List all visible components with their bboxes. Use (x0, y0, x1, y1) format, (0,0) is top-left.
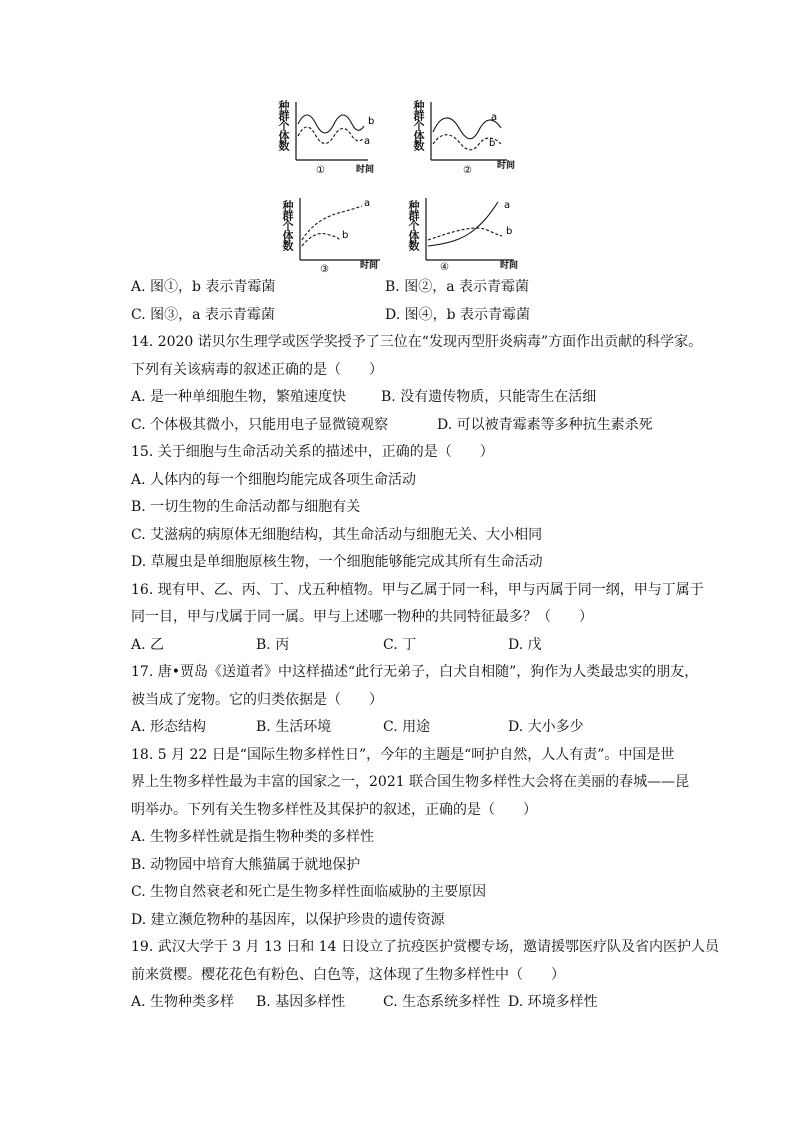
q15-stem: 15. 关于细胞与生命活动关系的描述中，正确的是（ ） (131, 444, 494, 460)
graph-4-y-label: 种群个体数 (407, 200, 420, 250)
q15-option-b: B. 一切生物的生命活动都与细胞有关 (131, 499, 361, 515)
graph-3-y-label: 种群个体数 (281, 200, 294, 250)
q15-option-d: D. 草履虫是单细胞原核生物，一个细胞能够能完成其所有生命活动 (131, 554, 543, 570)
q14-options-row-2 (131, 412, 731, 440)
graph-1-label-b: b (368, 116, 375, 127)
q19-option-a: A. 生物种类多样 (131, 994, 235, 1010)
q17-option-b: B. 生活环境 (256, 719, 332, 735)
graph-3 (276, 194, 416, 274)
q18-option-d: D. 建立濒危物种的基因库，以保护珍贵的遗传资源 (131, 911, 445, 928)
q16-option-c: C. 丁 (383, 636, 417, 653)
graph-4-label-a: a (504, 200, 511, 211)
graph-2-svg (407, 98, 547, 178)
q18-option-a: A. 生物多样性就是指生物种类的多样性 (131, 829, 375, 845)
q17-option-a: A. 形态结构 (131, 719, 207, 735)
q19-option-b: B. 基因多样性 (256, 994, 346, 1010)
q13-option-d: D. 图④，b 表示青霉菌 (385, 306, 531, 323)
q13-option-c: C. 图③，a 表示青霉菌 (131, 306, 275, 323)
q14-options-row-1 (131, 384, 731, 412)
graph-1-label-a: a (364, 136, 371, 147)
q18-stem-line-3: 明举办。下列有关生物多样性及其保护的叙述，正确的是（ ） (131, 801, 537, 818)
graph-4-number: ④ (440, 262, 449, 273)
q14-stem-line-1: 14. 2020 诺贝尔生理学或医学奖授予了三位在“发现丙型肝炎病毒”方面作出贡献的科学家。 (131, 334, 703, 350)
q19-option-c: C. 生态系统多样性 (383, 994, 501, 1010)
q14-option-a: A. 是一种单细胞生物，繁殖速度快 (131, 389, 347, 405)
q15-option-c: C. 艾滋病的病原体无细胞结构，其生命活动与细胞无关、大小相同 (131, 526, 543, 543)
graph-3-label-a: a (364, 198, 371, 209)
q17-option-c: C. 用途 (383, 719, 431, 735)
q19-options-row (131, 989, 731, 1017)
graph-3-x-label: 时间 (360, 261, 379, 271)
q16-stem-line-2: 同一目，甲与戊属于同一属。甲与上述哪一物种的共同特征最多？（ ） (131, 609, 593, 625)
q13-option-a: A. 图①，b 表示青霉菌 (131, 279, 276, 295)
graph-1-y-label: 种群个体数 (277, 100, 290, 150)
graph-4-curve-a (428, 202, 498, 246)
graph-2-number: ② (463, 165, 472, 176)
q13-options-row-2 (131, 302, 731, 330)
q14-option-d: D. 可以被青霉素等多种抗生素杀死 (437, 416, 653, 433)
q17-options-row (131, 714, 731, 742)
q17-stem-line-2: 被当成了宠物。它的归类依据是（ ） (131, 691, 383, 708)
graph-1-curve-b (298, 115, 364, 133)
q19-stem-line-2: 前来赏樱。樱花花色有粉色、白色等，这体现了生物多样性中（ ） (131, 966, 565, 983)
q17-option-d: D. 大小多少 (508, 719, 584, 735)
graph-4-label-b: b (506, 226, 513, 237)
q18-option-b: B. 动物园中培育大熊猫属于就地保护 (131, 856, 361, 873)
graph-4 (402, 194, 542, 274)
graph-4-curve-b (428, 228, 502, 240)
graph-2-x-label: 时间 (497, 161, 516, 171)
q13-options-row-1 (131, 274, 731, 302)
graph-3-curve-b (302, 234, 340, 247)
q14-option-c: C. 个体极其微小，只能用电子显微镜观察 (131, 416, 389, 433)
q14-stem-line-2: 下列有关该病毒的叙述正确的是（ ） (131, 361, 383, 378)
q16-option-a: A. 乙 (131, 636, 165, 653)
q13-option-b: B. 图②，a 表示青霉菌 (385, 279, 529, 295)
graph-1-x-label: 时间 (356, 165, 375, 175)
graph-3-svg (276, 194, 416, 274)
graph-2 (407, 98, 547, 178)
graph-4-x-label: 时间 (500, 261, 519, 271)
q16-option-b: B. 丙 (256, 636, 290, 653)
q16-option-d: D. 戊 (508, 636, 542, 653)
graph-2-label-b: b (489, 138, 496, 149)
questions (131, 274, 731, 1017)
graph-3-number: ③ (320, 264, 329, 275)
graph-1-number: ① (316, 165, 325, 176)
graph-1-svg (272, 98, 412, 178)
q14-option-b: B. 没有遗传物质，只能寄生在活细 (381, 389, 597, 405)
graph-2-label-a: a (491, 112, 498, 123)
q15-option-a: A. 人体内的每一个细胞均能完成各项生命活动 (131, 471, 417, 488)
graph-4-svg (402, 194, 542, 274)
q18-stem-line-2: 界上生物多样性最为丰富的国家之一，2021 联合国生物多样性大会将在美丽的春城——昆 (131, 774, 690, 790)
q16-options-row (131, 632, 731, 660)
q19-stem-line-1: 19. 武汉大学于 3 月 13 日和 14 日设立了抗疫医护赏樱专场，邀请援鄂医疗队及省内医护人员 (131, 939, 719, 955)
graph-2-y-label: 种群个体数 (412, 100, 425, 150)
population-graphs-figure (0, 0, 794, 275)
q19-option-d: D. 环境多样性 (508, 994, 598, 1010)
graph-3-curve-a (302, 206, 362, 240)
q17-stem-line-1: 17. 唐•贾岛《送道者》中这样描述“此行无弟子，白犬自相随”，狗作为人类最忠实的朋友， (131, 664, 699, 680)
graph-1 (272, 98, 412, 178)
q16-stem-line-1: 16. 现有甲、乙、丙、丁、戊五种植物。甲与乙属于同一科，甲与丙属于同一纲，甲与丁属于 (131, 581, 704, 598)
q18-option-c: C. 生物自然衰老和死亡是生物多样性面临威胁的主要原因 (131, 884, 487, 900)
q18-stem-line-1: 18. 5 月 22 日是“国际生物多样性日”，今年的主题是“呵护自然，人人有责”。中国是世 (131, 746, 675, 763)
graph-3-label-b: b (342, 230, 349, 241)
